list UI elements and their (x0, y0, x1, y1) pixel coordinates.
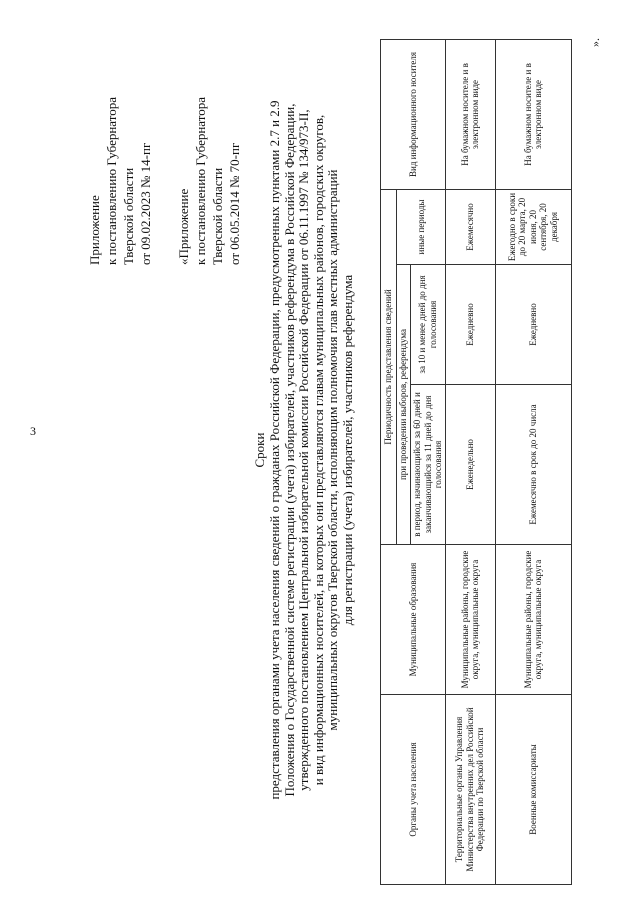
header-organs: Органы учета населения (381, 695, 446, 885)
cell-days10: Ежедневно (445, 265, 495, 385)
cell-organ: Военные комиссариаты (495, 695, 571, 885)
cell-organ: Территориальные органы Управления Министерства внутренних дел Российской Федерации по Тверской области (445, 695, 495, 885)
deadlines-table (380, 39, 572, 885)
cell-other: Ежегодно в сроки до 20 марта, 20 июня, 20 сентября, 20 декабря (495, 189, 571, 264)
title-line: и вид информационных носителей, на которых они представляются главам муниципальных районов, городских округов, (310, 114, 326, 786)
annex-current-line: к постановлению Губернатора (104, 96, 119, 265)
cell-municipal: Муниципальные районы, городские округа, муниципальные округа (495, 545, 571, 695)
page-number: 3 (30, 424, 36, 438)
title-line: для регистрации (учета) избирателей, участников референдума (339, 274, 355, 626)
document-title (268, 60, 356, 840)
closing-mark: ». (588, 38, 602, 47)
cell-days10: Ежедневно (495, 265, 571, 385)
annex-current-line: Приложение (87, 195, 102, 265)
title-line: представления органами учета населения сведений о гражданах Российской Федерации, предусмотренных пунктами 2.7 и 2.9 (267, 100, 282, 800)
title-line: Положения о Государственной системе регистрации (учета) избирателей, участников референдума в Российской Федерации, (281, 103, 297, 797)
document-heading: Сроки (252, 432, 267, 468)
annex-previous-line: от 06.05.2014 № 70-пг (227, 142, 242, 265)
header-period60: в период, начинающийся за 60 дней и заканчивающийся за 11 дней до дня голосования (411, 385, 446, 545)
header-elections: при проведении выборов, референдума (397, 265, 411, 545)
cell-media: На бумажном носителе и в электронном виде (445, 39, 495, 189)
cell-period60: Ежемесячно в срок до 20 числа (495, 385, 571, 545)
header-days10: за 10 и менее дней до дня голосования (411, 265, 446, 385)
table-row (495, 39, 571, 884)
table-row (445, 39, 495, 884)
annex-previous (175, 97, 243, 265)
title-line: утвержденного постановлением Центральной избирательной комиссии Российской Федерации от 06.11.1997 № 134/973-II, (296, 109, 312, 791)
annex-current-line: Тверской области (121, 167, 136, 265)
cell-media: На бумажном носителе и в электронном виде (495, 39, 571, 189)
header-municipal: Муниципальные образования (381, 545, 446, 695)
annex-previous-line: Тверской области (210, 167, 225, 265)
header-media: Вид информационного носителя (381, 39, 446, 189)
header-periodicity: Периодичность представления сведений (381, 189, 397, 544)
annex-previous-line: к постановлению Губернатора (193, 96, 208, 265)
annex-previous-line: «Приложение (176, 188, 191, 265)
cell-period60: Еженедельно (445, 385, 495, 545)
annex-current-line: от 09.02.2023 № 14-пг (138, 142, 153, 265)
header-other: иные периоды (397, 189, 446, 264)
cell-municipal: Муниципальные районы, городские округа, муниципальные округа (445, 545, 495, 695)
title-line: муниципальных округов Тверской области, исполняющим полномочия глав местных администраций (325, 169, 341, 731)
annex-current (86, 97, 154, 265)
cell-other: Ежемесячно (445, 189, 495, 264)
